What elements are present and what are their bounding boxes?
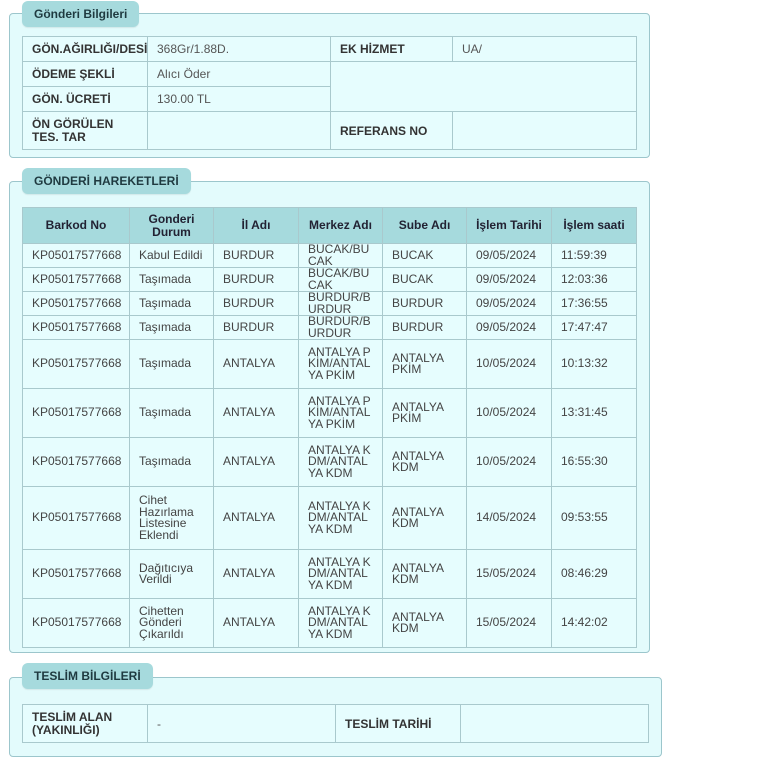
fee-value: 130.00 TL <box>148 87 331 112</box>
cell-center: ANTALYA KDM/ANTALYA KDM <box>299 550 383 599</box>
cell-branch: ANTALYA PKİM <box>383 389 467 438</box>
col-date[interactable]: İşlem Tarihi <box>467 208 552 244</box>
table-row <box>23 340 637 389</box>
cell-branch: ANTALYA KDM <box>383 599 467 648</box>
cell-province: ANTALYA <box>214 340 299 389</box>
col-center[interactable]: Merkez Adı <box>299 208 383 244</box>
col-status[interactable]: Gonderi Durum <box>130 208 214 244</box>
table-row <box>23 292 637 316</box>
cell-province: ANTALYA <box>214 438 299 487</box>
cell-center: BUCAK/BUCAK <box>299 244 383 268</box>
table-row <box>23 438 637 487</box>
table-row <box>23 599 637 648</box>
cell-branch: ANTALYA KDM <box>383 550 467 599</box>
cell-time: 10:13:32 <box>552 340 637 389</box>
cell-time: 17:36:55 <box>552 292 637 316</box>
cell-status: Dağıtıcıya Verildi <box>130 550 214 599</box>
cell-barcode: KP05017577668 <box>23 316 130 340</box>
cell-branch: BUCAK <box>383 244 467 268</box>
table-row <box>23 268 637 292</box>
cell-time: 17:47:47 <box>552 316 637 340</box>
cell-status: Taşımada <box>130 292 214 316</box>
delivery-date-value <box>461 705 649 743</box>
delivery-legend: TESLİM BİLGİLERİ <box>22 663 153 689</box>
movements-header-row <box>23 208 637 244</box>
col-barcode[interactable]: Barkod No <box>23 208 130 244</box>
cell-branch: ANTALYA PKİM <box>383 340 467 389</box>
cell-status: Taşımada <box>130 340 214 389</box>
cell-province: ANTALYA <box>214 550 299 599</box>
cell-branch: BURDUR <box>383 292 467 316</box>
cell-branch: ANTALYA KDM <box>383 438 467 487</box>
fee-label: GÖN. ÜCRETİ <box>23 87 148 112</box>
cell-barcode: KP05017577668 <box>23 438 130 487</box>
cell-barcode: KP05017577668 <box>23 244 130 268</box>
cell-province: ANTALYA <box>214 389 299 438</box>
cell-center: ANTALYA PKİM/ANTALYA PKİM <box>299 389 383 438</box>
payment-label: ÖDEME ŞEKLİ <box>23 62 148 87</box>
cell-center: BURDUR/BURDUR <box>299 316 383 340</box>
cell-date: 09/05/2024 <box>467 244 552 268</box>
reference-value <box>453 112 637 150</box>
cell-date: 10/05/2024 <box>467 340 552 389</box>
cell-date: 15/05/2024 <box>467 599 552 648</box>
cell-center: ANTALYA KDM/ANTALYA KDM <box>299 487 383 550</box>
receiver-value: - <box>148 705 336 743</box>
delivery-table <box>22 704 649 743</box>
cell-time: 13:31:45 <box>552 389 637 438</box>
cell-time: 12:03:36 <box>552 268 637 292</box>
delivery-date-label: TESLİM TARİHİ <box>336 705 461 743</box>
expected-date-value <box>148 112 331 150</box>
cell-date: 10/05/2024 <box>467 438 552 487</box>
cell-center: BURDUR/BURDUR <box>299 292 383 316</box>
movements-table <box>22 207 637 648</box>
cell-province: BURDUR <box>214 292 299 316</box>
cell-barcode: KP05017577668 <box>23 487 130 550</box>
cell-time: 08:46:29 <box>552 550 637 599</box>
cell-date: 09/05/2024 <box>467 292 552 316</box>
cell-time: 14:42:02 <box>552 599 637 648</box>
cell-date: 10/05/2024 <box>467 389 552 438</box>
cell-province: BURDUR <box>214 316 299 340</box>
cell-branch: BURDUR <box>383 316 467 340</box>
expected-date-label: ÖN GÖRÜLEN TES. TAR <box>23 112 148 150</box>
cell-status: Cihet Hazırlama Listesine Eklendi <box>130 487 214 550</box>
cell-branch: ANTALYA KDM <box>383 487 467 550</box>
shipment-info-legend: Gönderi Bilgileri <box>22 1 139 27</box>
cell-status: Taşımada <box>130 389 214 438</box>
reference-label: REFERANS NO <box>331 112 453 150</box>
table-row <box>23 244 637 268</box>
cell-status: Kabul Edildi <box>130 244 214 268</box>
table-row <box>23 487 637 550</box>
cell-province: ANTALYA <box>214 487 299 550</box>
col-time[interactable]: İşlem saati <box>552 208 637 244</box>
cell-status: Taşımada <box>130 316 214 340</box>
cell-center: ANTALYA KDM/ANTALYA KDM <box>299 438 383 487</box>
cell-branch: BUCAK <box>383 268 467 292</box>
receiver-label: TESLİM ALAN (YAKINLIĞI) <box>23 705 148 743</box>
extra-service-label: EK HİZMET <box>331 37 453 62</box>
movements-legend: GÖNDERİ HAREKETLERİ <box>22 168 191 194</box>
cell-center: BUCAK/BUCAK <box>299 268 383 292</box>
payment-value: Alıcı Öder <box>148 62 331 87</box>
cell-barcode: KP05017577668 <box>23 340 130 389</box>
cell-date: 14/05/2024 <box>467 487 552 550</box>
cell-barcode: KP05017577668 <box>23 389 130 438</box>
cell-barcode: KP05017577668 <box>23 292 130 316</box>
cell-province: BURDUR <box>214 268 299 292</box>
extra-service-value: UA/ <box>453 37 637 62</box>
table-row <box>23 316 637 340</box>
shipment-info-table <box>22 36 637 150</box>
cell-date: 09/05/2024 <box>467 316 552 340</box>
cell-barcode: KP05017577668 <box>23 599 130 648</box>
table-row <box>23 550 637 599</box>
cell-province: ANTALYA <box>214 599 299 648</box>
col-province[interactable]: İl Adı <box>214 208 299 244</box>
cell-time: 11:59:39 <box>552 244 637 268</box>
cell-barcode: KP05017577668 <box>23 550 130 599</box>
empty-info-cell <box>331 62 637 112</box>
cell-time: 16:55:30 <box>552 438 637 487</box>
cell-status: Cihetten Gönderi Çıkarıldı <box>130 599 214 648</box>
cell-center: ANTALYA PKİM/ANTALYA PKİM <box>299 340 383 389</box>
cell-center: ANTALYA KDM/ANTALYA KDM <box>299 599 383 648</box>
table-row <box>23 389 637 438</box>
weight-value: 368Gr/1.88D. <box>148 37 331 62</box>
cell-province: BURDUR <box>214 244 299 268</box>
cell-status: Taşımada <box>130 268 214 292</box>
cell-status: Taşımada <box>130 438 214 487</box>
cell-time: 09:53:55 <box>552 487 637 550</box>
col-branch[interactable]: Sube Adı <box>383 208 467 244</box>
cell-date: 09/05/2024 <box>467 268 552 292</box>
cell-date: 15/05/2024 <box>467 550 552 599</box>
cell-barcode: KP05017577668 <box>23 268 130 292</box>
weight-label: GÖN.AĞIRLIĞI/DESİ <box>23 37 148 62</box>
